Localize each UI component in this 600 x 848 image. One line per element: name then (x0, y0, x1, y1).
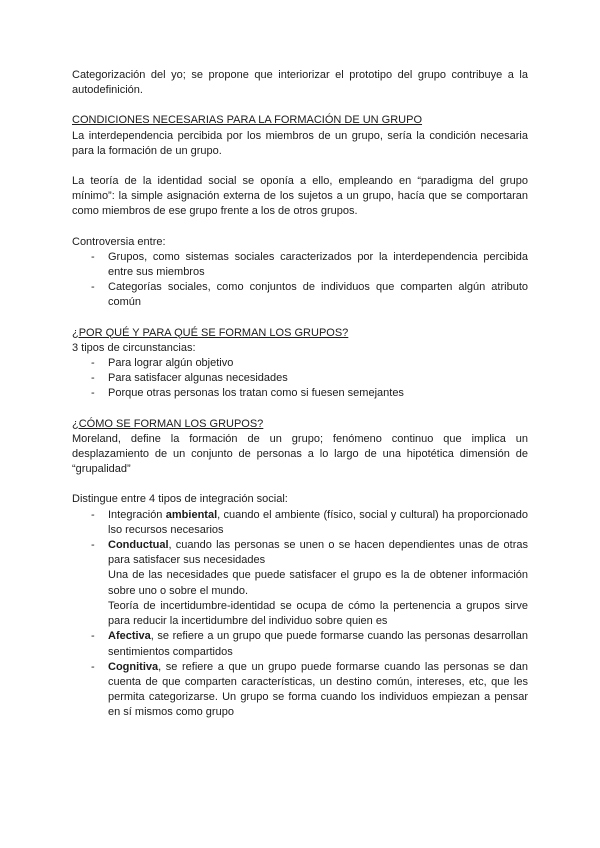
circumstances-list (72, 356, 528, 402)
circumstances-intro: 3 tipos de circunstancias: (72, 341, 196, 354)
list-item-conductual (72, 538, 528, 629)
conductual-term: Conductual (108, 539, 169, 552)
conductual-extra-2: Teoría de incertidumbre-identidad se ocupa de cómo la pertenencia a grupos sirve para reducir la incertidumbre del individuo sobre quien es (108, 599, 528, 628)
afectiva-term: Afectiva (108, 630, 151, 643)
list-item: - Para satisfacer algunas necesidades (72, 371, 528, 386)
list-item: - Para lograr algún objetivo (72, 356, 528, 371)
list-item-ambiental (72, 508, 528, 538)
cognitiva-text: , se refiere a que un grupo puede formarse cuando las personas se dan cuenta de que comparten características, un destino común, intereses, etc, que les permita categorizarse. Un grupo se forma cuando los individuos empiezan a pensar en sí mismos como grupo (108, 660, 528, 719)
ambiental-term: ambiental (165, 508, 218, 521)
heading-condiciones: CONDICIONES NECESARIAS PARA LA FORMACIÓN DE UN GRUPO (72, 114, 423, 127)
list-item: - Categorías sociales, como conjuntos de individuos que comparten algún atributo común (72, 280, 528, 310)
conductual-text: , cuando las personas se unen o se hacen dependientes unas de otras para satisfacer sus necesidades (108, 539, 528, 567)
list-item: - Grupos, como sistemas sociales caracterizados por la interdependencia percibida entre sus miembros (72, 250, 528, 280)
controversy-list (72, 250, 528, 311)
conductual-extra-1: Una de las necesidades que puede satisfacer el grupo es la de obtener información sobre uno o sobre el mundo. (108, 569, 528, 597)
cognitiva-term: Cognitiva (108, 660, 159, 673)
intro-paragraph: Categorización del yo; se propone que interiorizar el prototipo del grupo contribuye a la autodefinición. (72, 69, 528, 97)
list-item: - Porque otras personas los tratan como si fuesen semejantes (72, 386, 528, 401)
paragraph-identidad-social: La teoría de la identidad social se oponía a ello, empleando en “paradigma del grupo mínimo”: la simple asignación externa de los sujetos a un grupo, hacía que se comportaran como miembros de ese grupo frente a los de otros grupos. (72, 175, 528, 218)
list-item-afectiva (72, 629, 528, 659)
controversy-label: Controversia entre: (72, 235, 166, 248)
paragraph-interdependencia: La interdependencia percibida por los miembros de un grupo, sería la condición necesaria para la formación de un grupo. (72, 129, 528, 157)
ambiental-prefix: Integración (108, 508, 166, 521)
heading-por-que: ¿POR QUÉ Y PARA QUÉ SE FORMAN LOS GRUPOS? (72, 326, 349, 339)
integration-intro: Distingue entre 4 tipos de integración social: (72, 493, 288, 506)
ambiental-text: , cuando el ambiente (físico, social y cultural) ha proporcionado lso recursos necesarios (108, 508, 528, 536)
afectiva-text: , se refiere a un grupo que puede formarse cuando las personas desarrollan sentimientos compartidos (108, 630, 528, 658)
list-item-cognitiva (72, 660, 528, 721)
paragraph-moreland: Moreland, define la formación de un grupo; fenómeno continuo que implica un desplazamiento de un conjunto de personas a lo largo de una hipotética dimensión de “grupalidad” (72, 432, 528, 476)
heading-como: ¿CÓMO SE FORMAN LOS GRUPOS? (72, 417, 264, 430)
integration-list (72, 508, 528, 721)
